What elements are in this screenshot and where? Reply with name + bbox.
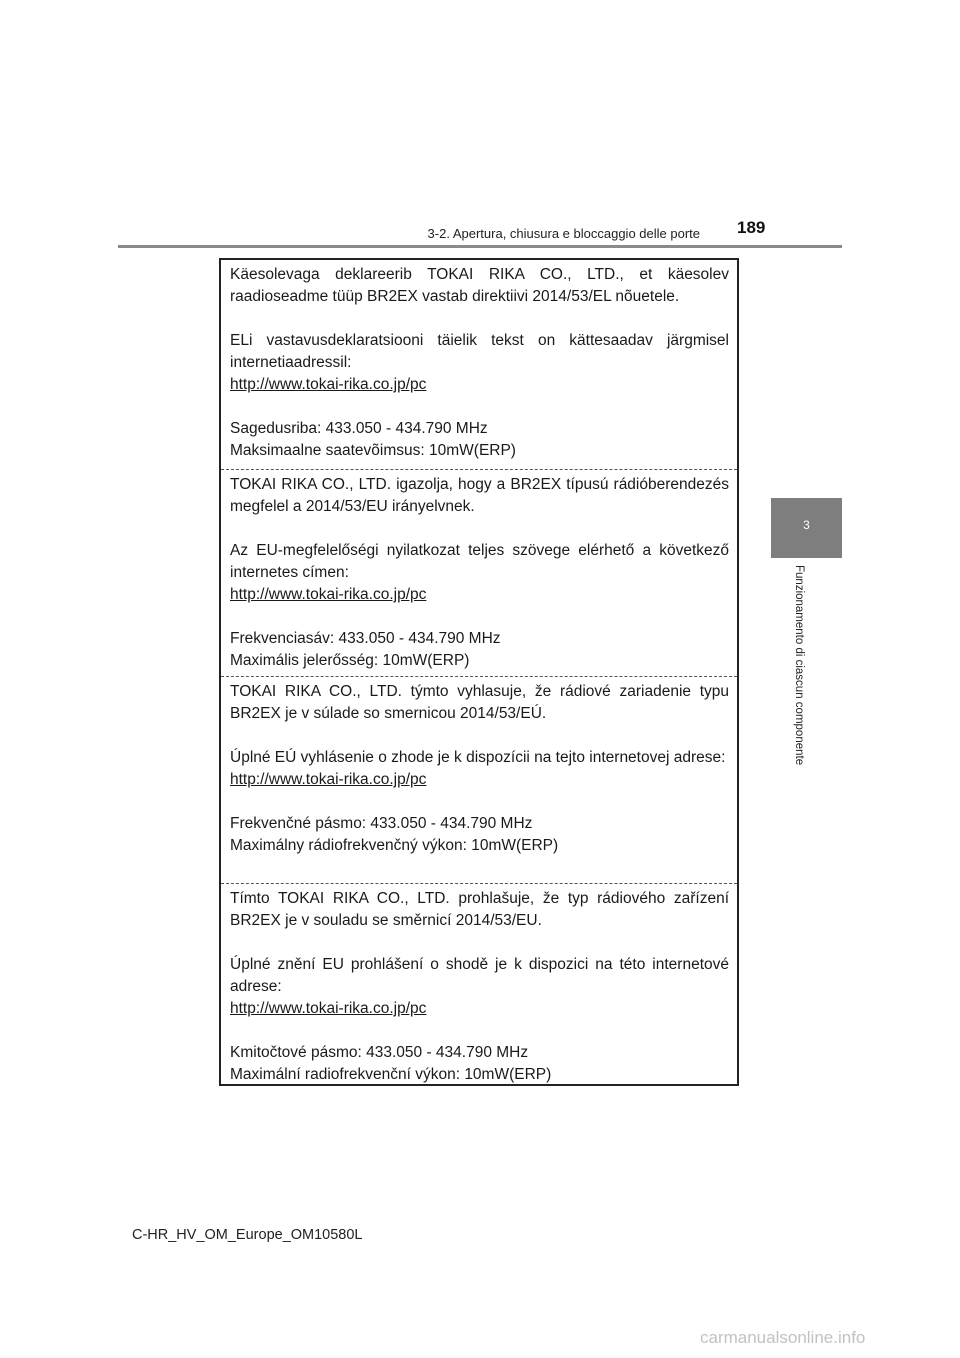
declaration-section-hu — [221, 469, 737, 676]
declaration-section-et — [221, 260, 737, 469]
declaration-section-sk — [221, 676, 737, 883]
max-power: Maximális jelerősség: 10mW(ERP) — [230, 652, 470, 669]
fulltext-note: Úplné znění EU prohlášení o shodě je k dispozici na této internetové adrese: — [230, 956, 729, 995]
declaration-url-link[interactable]: http://www.tokai-rika.co.jp/pc — [230, 376, 427, 393]
watermark: carmanualsonline.info — [700, 1328, 866, 1347]
declaration-box — [219, 258, 739, 1086]
chapter-number: 3 — [803, 518, 810, 532]
max-power: Maximální radiofrekvenční výkon: 10mW(ERP) — [230, 1066, 552, 1083]
chapter-side-tab — [771, 498, 842, 558]
declaration-section-cs — [221, 883, 737, 1084]
frequency-band: Frekvenciasáv: 433.050 - 434.790 MHz — [230, 630, 501, 647]
declaration-url-link[interactable]: http://www.tokai-rika.co.jp/pc — [230, 1000, 427, 1017]
fulltext-note: ELi vastavusdeklaratsiooni täielik tekst on kättesaadav järgmisel internetiaadressil: — [230, 332, 729, 371]
max-power: Maksimaalne saatevõimsus: 10mW(ERP) — [230, 442, 516, 459]
declaration-url-link[interactable]: http://www.tokai-rika.co.jp/pc — [230, 586, 427, 603]
fulltext-note: Úplné EÚ vyhlásenie o zhode je k dispozícii na tejto internetovej adrese: — [230, 749, 726, 766]
frequency-band: Frekvenčné pásmo: 433.050 - 434.790 MHz — [230, 815, 533, 832]
frequency-band: Sagedusriba: 433.050 - 434.790 MHz — [230, 420, 488, 437]
fulltext-note: Az EU-megfelelőségi nyilatkozat teljes szövege elérhető a következő internetes címen: — [230, 542, 729, 581]
frequency-band: Kmitočtové pásmo: 433.050 - 434.790 MHz — [230, 1044, 529, 1061]
declaration-text: TOKAI RIKA CO., LTD. týmto vyhlasuje, že rádiové zariadenie typu BR2EX je v súlade so smernicou 2014/53/EÚ. — [230, 683, 729, 722]
header-section-title: 3-2. Apertura, chiusura e bloccaggio delle porte — [427, 226, 700, 241]
declaration-url-link[interactable]: http://www.tokai-rika.co.jp/pc — [230, 771, 427, 788]
chapter-title: Funzionamento di ciascun componente — [793, 565, 805, 766]
declaration-text: Tímto TOKAI RIKA CO., LTD. prohlašuje, že typ rádiového zařízení BR2EX je v souladu se směrnicí 2014/53/EU. — [230, 890, 729, 929]
header-rule — [118, 245, 842, 248]
footer-doc-code: C-HR_HV_OM_Europe_OM10580L — [132, 1227, 363, 1243]
chapter-title-vertical — [793, 565, 813, 795]
declaration-text: Käesolevaga deklareerib TOKAI RIKA CO., LTD., et käesolev raadioseadme tüüp BR2EX vastab direktiivi 2014/53/EL nõuetele. — [230, 266, 729, 305]
page-number: 189 — [737, 218, 766, 237]
max-power: Maximálny rádiofrekvenčný výkon: 10mW(ERP) — [230, 837, 559, 854]
declaration-text: TOKAI RIKA CO., LTD. igazolja, hogy a BR2EX típusú rádióberendezés megfelel a 2014/53/EU irányelvnek. — [230, 476, 729, 515]
